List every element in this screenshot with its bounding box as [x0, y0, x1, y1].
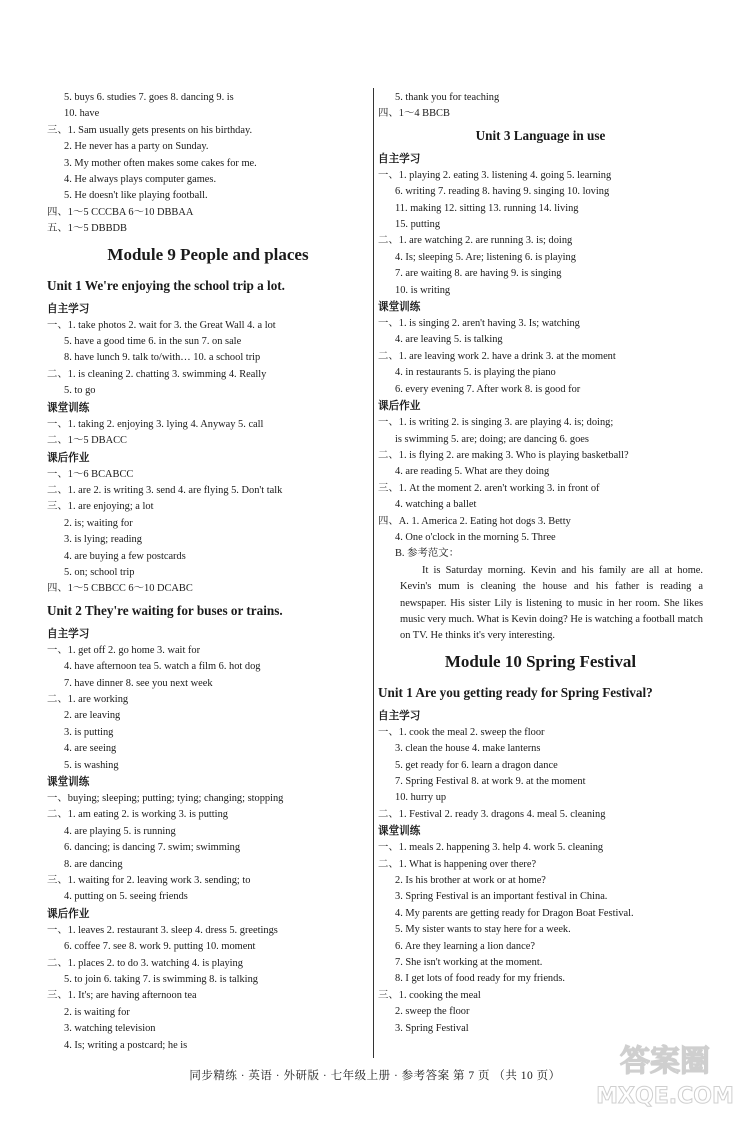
answer-line: 四、1～5 CCCBA 6～10 DBBAA: [47, 206, 194, 218]
answer-line: 一、1. is writing 2. is singing 3. are playing 4. is; doing;: [378, 417, 614, 429]
answer-line: 五、1～5 DBBDB: [47, 223, 127, 235]
answer-line: 三、1. cooking the meal: [378, 989, 481, 1001]
section-heading: 课堂训练: [378, 301, 421, 314]
answer-line: 8. I get lots of food ready for my friends.: [395, 973, 565, 985]
answer-line: 4. watching a ballet: [395, 499, 477, 511]
answer-line: 7. She isn't working at the moment.: [395, 957, 543, 969]
answer-line: 4. putting on 5. seeing friends: [64, 891, 188, 903]
answer-line: 一、1. get off 2. go home 3. wait for: [47, 644, 201, 656]
answer-line: 二、1. places 2. to do 3. watching 4. is playing: [47, 957, 243, 969]
answer-line: 二、1. are 2. is writing 3. send 4. are flying 5. Don't talk: [47, 484, 283, 496]
answer-line: 一、buying; sleeping; putting; tying; changing; stopping: [47, 793, 284, 804]
answer-line: 三、1. are enjoying; a lot: [47, 501, 154, 513]
section-heading: 自主学习: [47, 302, 90, 315]
answer-line: 7. have dinner 8. see you next week: [64, 677, 213, 689]
answer-line: 4. Is; sleeping 5. Are; listening 6. is playing: [395, 251, 576, 263]
section-heading: 自主学习: [378, 709, 421, 722]
answer-line: 3. Spring Festival: [395, 1022, 469, 1034]
answer-line: 6. writing 7. reading 8. having 9. singing 10. loving: [395, 186, 610, 198]
answer-line: 5. He doesn't like playing football.: [64, 190, 208, 202]
answer-line: 4. My parents are getting ready for Dragon Boat Festival.: [395, 907, 634, 919]
answer-line: 4. Is; writing a postcard; he is: [64, 1039, 188, 1051]
section-heading: 自主学习: [47, 627, 90, 640]
answer-line: 4. are seeing: [64, 743, 117, 755]
answer-line: 6. Are they learning a lion dance?: [395, 940, 535, 952]
answer-line: 5. on; school trip: [64, 566, 135, 578]
answer-line: 5. to go: [64, 385, 96, 397]
answer-line: 4. He always plays computer games.: [64, 174, 217, 186]
answer-line: 3. Spring Festival is an important festival in China.: [395, 891, 608, 903]
answer-line: 11. making 12. sitting 13. running 14. living: [395, 202, 579, 214]
answer-line: 3. is putting: [64, 726, 114, 738]
section-heading: 课堂训练: [378, 825, 421, 838]
answer-line: 3. watching television: [64, 1023, 156, 1035]
answer-line: 一、1. playing 2. eating 3. listening 4. going 5. learning: [378, 169, 612, 181]
answer-line: 二、1. is flying 2. are making 3. Who is playing basketball?: [378, 449, 629, 461]
section-heading: 课后作业: [47, 451, 90, 464]
answer-line: 4. One o'clock in the morning 5. Three: [395, 531, 556, 543]
answer-line: 三、1. waiting for 2. leaving work 3. sending; to: [47, 875, 251, 887]
answer-line: 4. have afternoon tea 5. watch a film 6. hot dog: [64, 661, 261, 673]
answer-line: 2. is; waiting for: [64, 517, 133, 529]
answer-line: 一、1. is singing 2. aren't having 3. Is; watching: [378, 318, 580, 330]
answer-line: 一、1. leaves 2. restaurant 3. sleep 4. dress 5. greetings: [47, 924, 278, 936]
answer-line: 一、1. take photos 2. wait for 3. the Great Wall 4. a lot: [47, 319, 276, 331]
answer-line: 2. sweep the floor: [395, 1006, 470, 1018]
answer-line: 10. is writing: [395, 284, 451, 296]
watermark-logo: [590, 1033, 740, 1113]
answer-line: 二、1～5 DBACC: [47, 435, 127, 447]
answer-line: 四、1～5 CBBCC 6～10 DCABC: [47, 583, 193, 595]
answer-line: 5. buys 6. studies 7. goes 8. dancing 9. is: [64, 92, 234, 103]
answer-line: 三、1. Sam usually gets presents on his birthday.: [47, 124, 253, 136]
answer-line: 5. thank you for teaching: [395, 92, 500, 103]
section-heading: 自主学习: [378, 152, 421, 165]
section-heading: 课堂训练: [47, 401, 90, 414]
answer-line: 2. He never has a party on Sunday.: [64, 141, 209, 153]
answer-line: 二、1. What is happening over there?: [378, 858, 537, 870]
answer-line: B. 参考范文：: [395, 548, 460, 560]
answer-line: 3. clean the house 4. make lanterns: [395, 743, 541, 755]
answer-line: 四、1～4 BBCB: [378, 108, 450, 120]
watermark-title: 答案圈: [620, 1044, 710, 1079]
answer-line: 5. get ready for 6. learn a dragon dance: [395, 759, 558, 771]
unit-title: Unit 3 Language in use: [475, 127, 606, 143]
answer-line: 一、1. meals 2. happening 3. help 4. work 5. cleaning: [378, 842, 604, 854]
answer-line: 5. My sister wants to stay here for a week.: [395, 924, 571, 936]
unit-title: Unit 1 We're enjoying the school trip a lot.: [47, 277, 285, 293]
answer-line: 5. have a good time 6. in the sun 7. on sale: [64, 336, 242, 348]
answer-line: 7. are waiting 8. are having 9. is singing: [395, 268, 562, 280]
answer-line: 2. are leaving: [64, 710, 121, 722]
answer-line: 二、1. Festival 2. ready 3. dragons 4. meal 5. cleaning: [378, 808, 606, 820]
unit-title: Unit 1 Are you getting ready for Spring Festival?: [378, 684, 653, 700]
left-column: [47, 90, 369, 1054]
answer-line: 4. are playing 5. is running: [64, 825, 176, 837]
section-heading: 课后作业: [378, 400, 421, 413]
sample-essay: It is Saturday morning. Kevin and his family are all at home. Kevin's mum is cleaning the house and his father is reading a newspaper. His sister Lily is listening to music in her room. She likes music very much. What is Kevin doing? He is watching a football match on TV. He thinks it's very interesting.: [400, 564, 703, 642]
answer-line: 8. have lunch 9. talk to/with… 10. a school trip: [64, 352, 261, 364]
answer-line: 一、1. taking 2. enjoying 3. lying 4. Anyway 5. call: [47, 418, 264, 430]
answer-line: 6. coffee 7. see 8. work 9. putting 10. moment: [64, 941, 256, 953]
right-column: [378, 90, 703, 1037]
answer-line: 15. putting: [395, 219, 441, 231]
answer-line: 三、1. It's; are having afternoon tea: [47, 990, 197, 1002]
answer-line: 7. Spring Festival 8. at work 9. at the moment: [395, 776, 586, 787]
answer-line: 二、1. am eating 2. is working 3. is putting: [47, 809, 228, 821]
answer-line: 二、1. are watching 2. are running 3. is; doing: [378, 235, 573, 247]
answer-line: 二、1. is cleaning 2. chatting 3. swimming 4. Really: [47, 368, 267, 380]
answer-line: 4. in restaurants 5. is playing the piano: [395, 367, 556, 379]
watermark-url: MXQE.COM: [596, 1084, 734, 1109]
answer-line: 5. is washing: [64, 759, 119, 771]
module-title: Module 10 Spring Festival: [444, 651, 637, 671]
module-title: Module 9 People and places: [107, 244, 309, 264]
answer-line: 6. every evening 7. After work 8. is good for: [395, 383, 581, 395]
answer-line: 10. hurry up: [395, 792, 447, 804]
answer-line: 4. are leaving 5. is talking: [395, 334, 503, 346]
answer-line: 三、1. At the moment 2. aren't working 3. in front of: [378, 482, 600, 494]
answer-line: 2. Is his brother at work or at home?: [395, 875, 546, 887]
answer-line: 8. are dancing: [64, 858, 123, 870]
answer-line: 2. is waiting for: [64, 1006, 130, 1018]
answer-line: 4. are buying a few postcards: [64, 550, 186, 562]
section-heading: 课堂训练: [47, 776, 90, 788]
answer-line: 4. are reading 5. What are they doing: [395, 466, 550, 478]
page-footer: 同步精练 · 英语 · 外研版 · 七年级上册 · 参考答案 第 7 页 （共 10 页）: [189, 1070, 561, 1082]
answer-line: 3. My mother often makes some cakes for me.: [64, 157, 257, 169]
answer-line: 一、1. cook the meal 2. sweep the floor: [378, 726, 545, 738]
section-heading: 课后作业: [47, 907, 90, 920]
answer-line: 10. have: [64, 108, 100, 120]
answer-line: 5. to join 6. taking 7. is swimming 8. is talking: [64, 974, 258, 986]
answer-line: is swimming 5. are; doing; are dancing 6. goes: [395, 433, 589, 445]
answer-line: 二、1. are leaving work 2. have a drink 3. at the moment: [378, 350, 616, 362]
answer-line: 一、1～6 BCABCC: [47, 468, 134, 480]
answer-line: 6. dancing; is dancing 7. swim; swimming: [64, 842, 241, 854]
unit-title: Unit 2 They're waiting for buses or trains.: [47, 602, 283, 618]
column-divider: [373, 88, 374, 1058]
answer-line: 四、A. 1. America 2. Eating hot dogs 3. Betty: [378, 515, 571, 527]
answer-line: 3. is lying; reading: [64, 534, 142, 546]
answer-line: 二、1. are working: [47, 693, 129, 705]
